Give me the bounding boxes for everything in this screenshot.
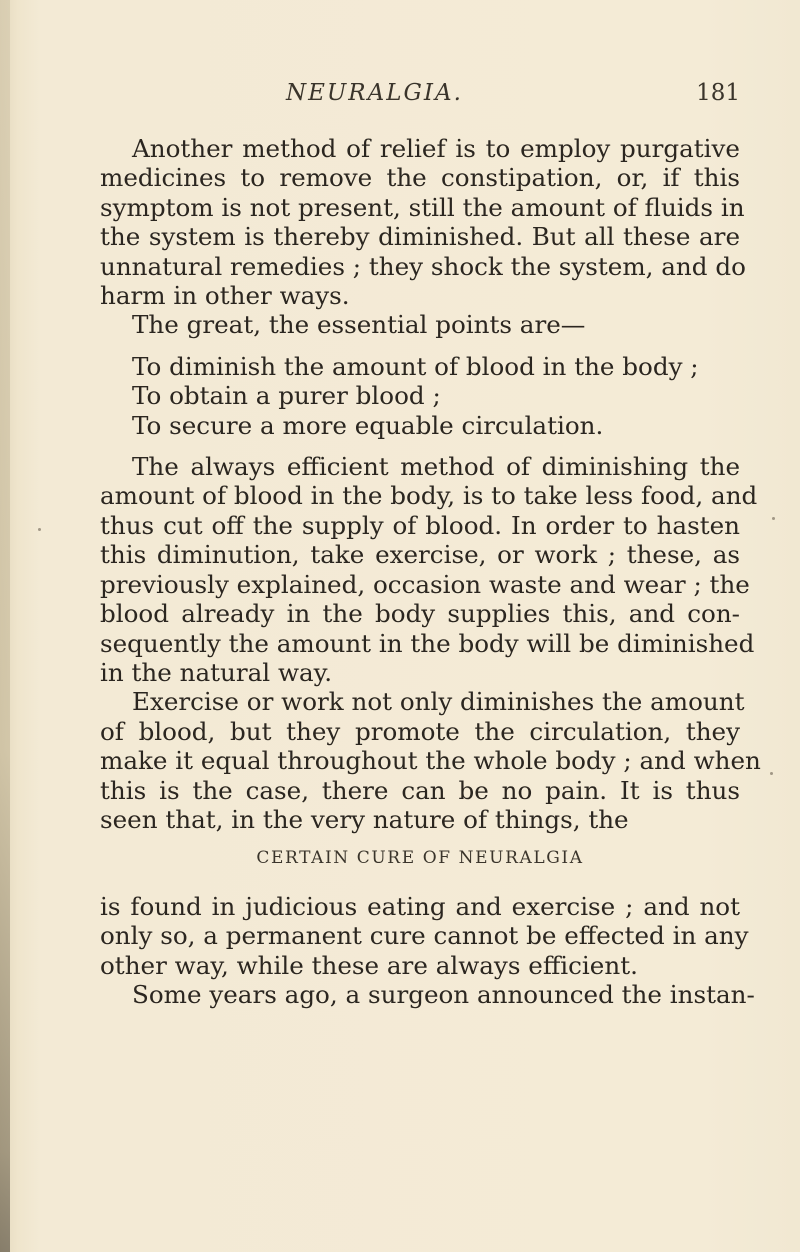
text-line: previously explained, occasion waste and wear ; the [100,569,750,599]
section-heading: CERTAIN CURE OF NEURALGIA [256,848,584,869]
text-line: this diminution, take exercise, or work ; these, as [100,540,740,570]
paper-speck [770,772,773,775]
text-line: only so, a permanent cure cannot be effected in any [100,921,749,951]
paragraph-5 [100,891,749,980]
essential-points-list [100,352,740,440]
page-header [100,80,740,110]
list-item: To diminish the amount of blood in the body ; [132,351,699,381]
paragraph-2 [100,310,740,339]
text-line: The always efficient method of diminishing the [132,452,740,482]
text-line: make it equal throughout the whole body ; and when [100,746,761,776]
text-line: other way, while these are always efficient. [100,950,638,980]
binding-shadow [0,0,10,1252]
text-line: harm in other ways. [100,281,350,311]
text-line: symptom is not present, still the amount of fluids in [100,192,745,222]
paragraph-1 [100,134,746,311]
paragraph-6 [100,979,755,1009]
text-line: is found in judicious eating and exercise ; and not [100,891,740,921]
text-line: in the natural way. [100,657,333,687]
running-title: NEURALGIA. [286,80,463,106]
text-line: Exercise or work not only diminishes the amount [132,687,745,717]
text-line: unnatural remedies ; they shock the system, and do [100,251,746,281]
list-item: To obtain a purer blood ; [132,381,441,411]
text-line: The great, the essential points are— [132,310,586,340]
text-line: this is the case, there can be no pain. It is thus [100,775,740,805]
text-line: Some years ago, a surgeon announced the instan- [132,979,755,1009]
paragraph-4 [100,687,761,834]
text-line: amount of blood in the body, is to take less food, and [100,481,758,511]
paper-speck [772,517,775,520]
page-number: 181 [696,80,740,106]
paper-speck [38,528,41,531]
text-line: of blood, but they promote the circulation, they [100,716,740,746]
paragraph-3 [100,452,758,687]
text-line: the system is thereby diminished. But all these are [100,222,740,252]
text-line: thus cut off the supply of blood. In order to hasten [100,510,740,540]
text-line: medicines to remove the constipation, or, if this [100,163,740,193]
text-line: sequently the amount in the body will be diminished [100,628,755,658]
list-item: To secure a more equable circulation. [132,410,604,440]
page-body [100,134,761,1009]
text-line: Another method of relief is to employ purgative [132,134,740,163]
text-line: seen that, in the very nature of things, the [100,804,629,834]
text-line: blood already in the body supplies this, and con- [100,599,740,629]
